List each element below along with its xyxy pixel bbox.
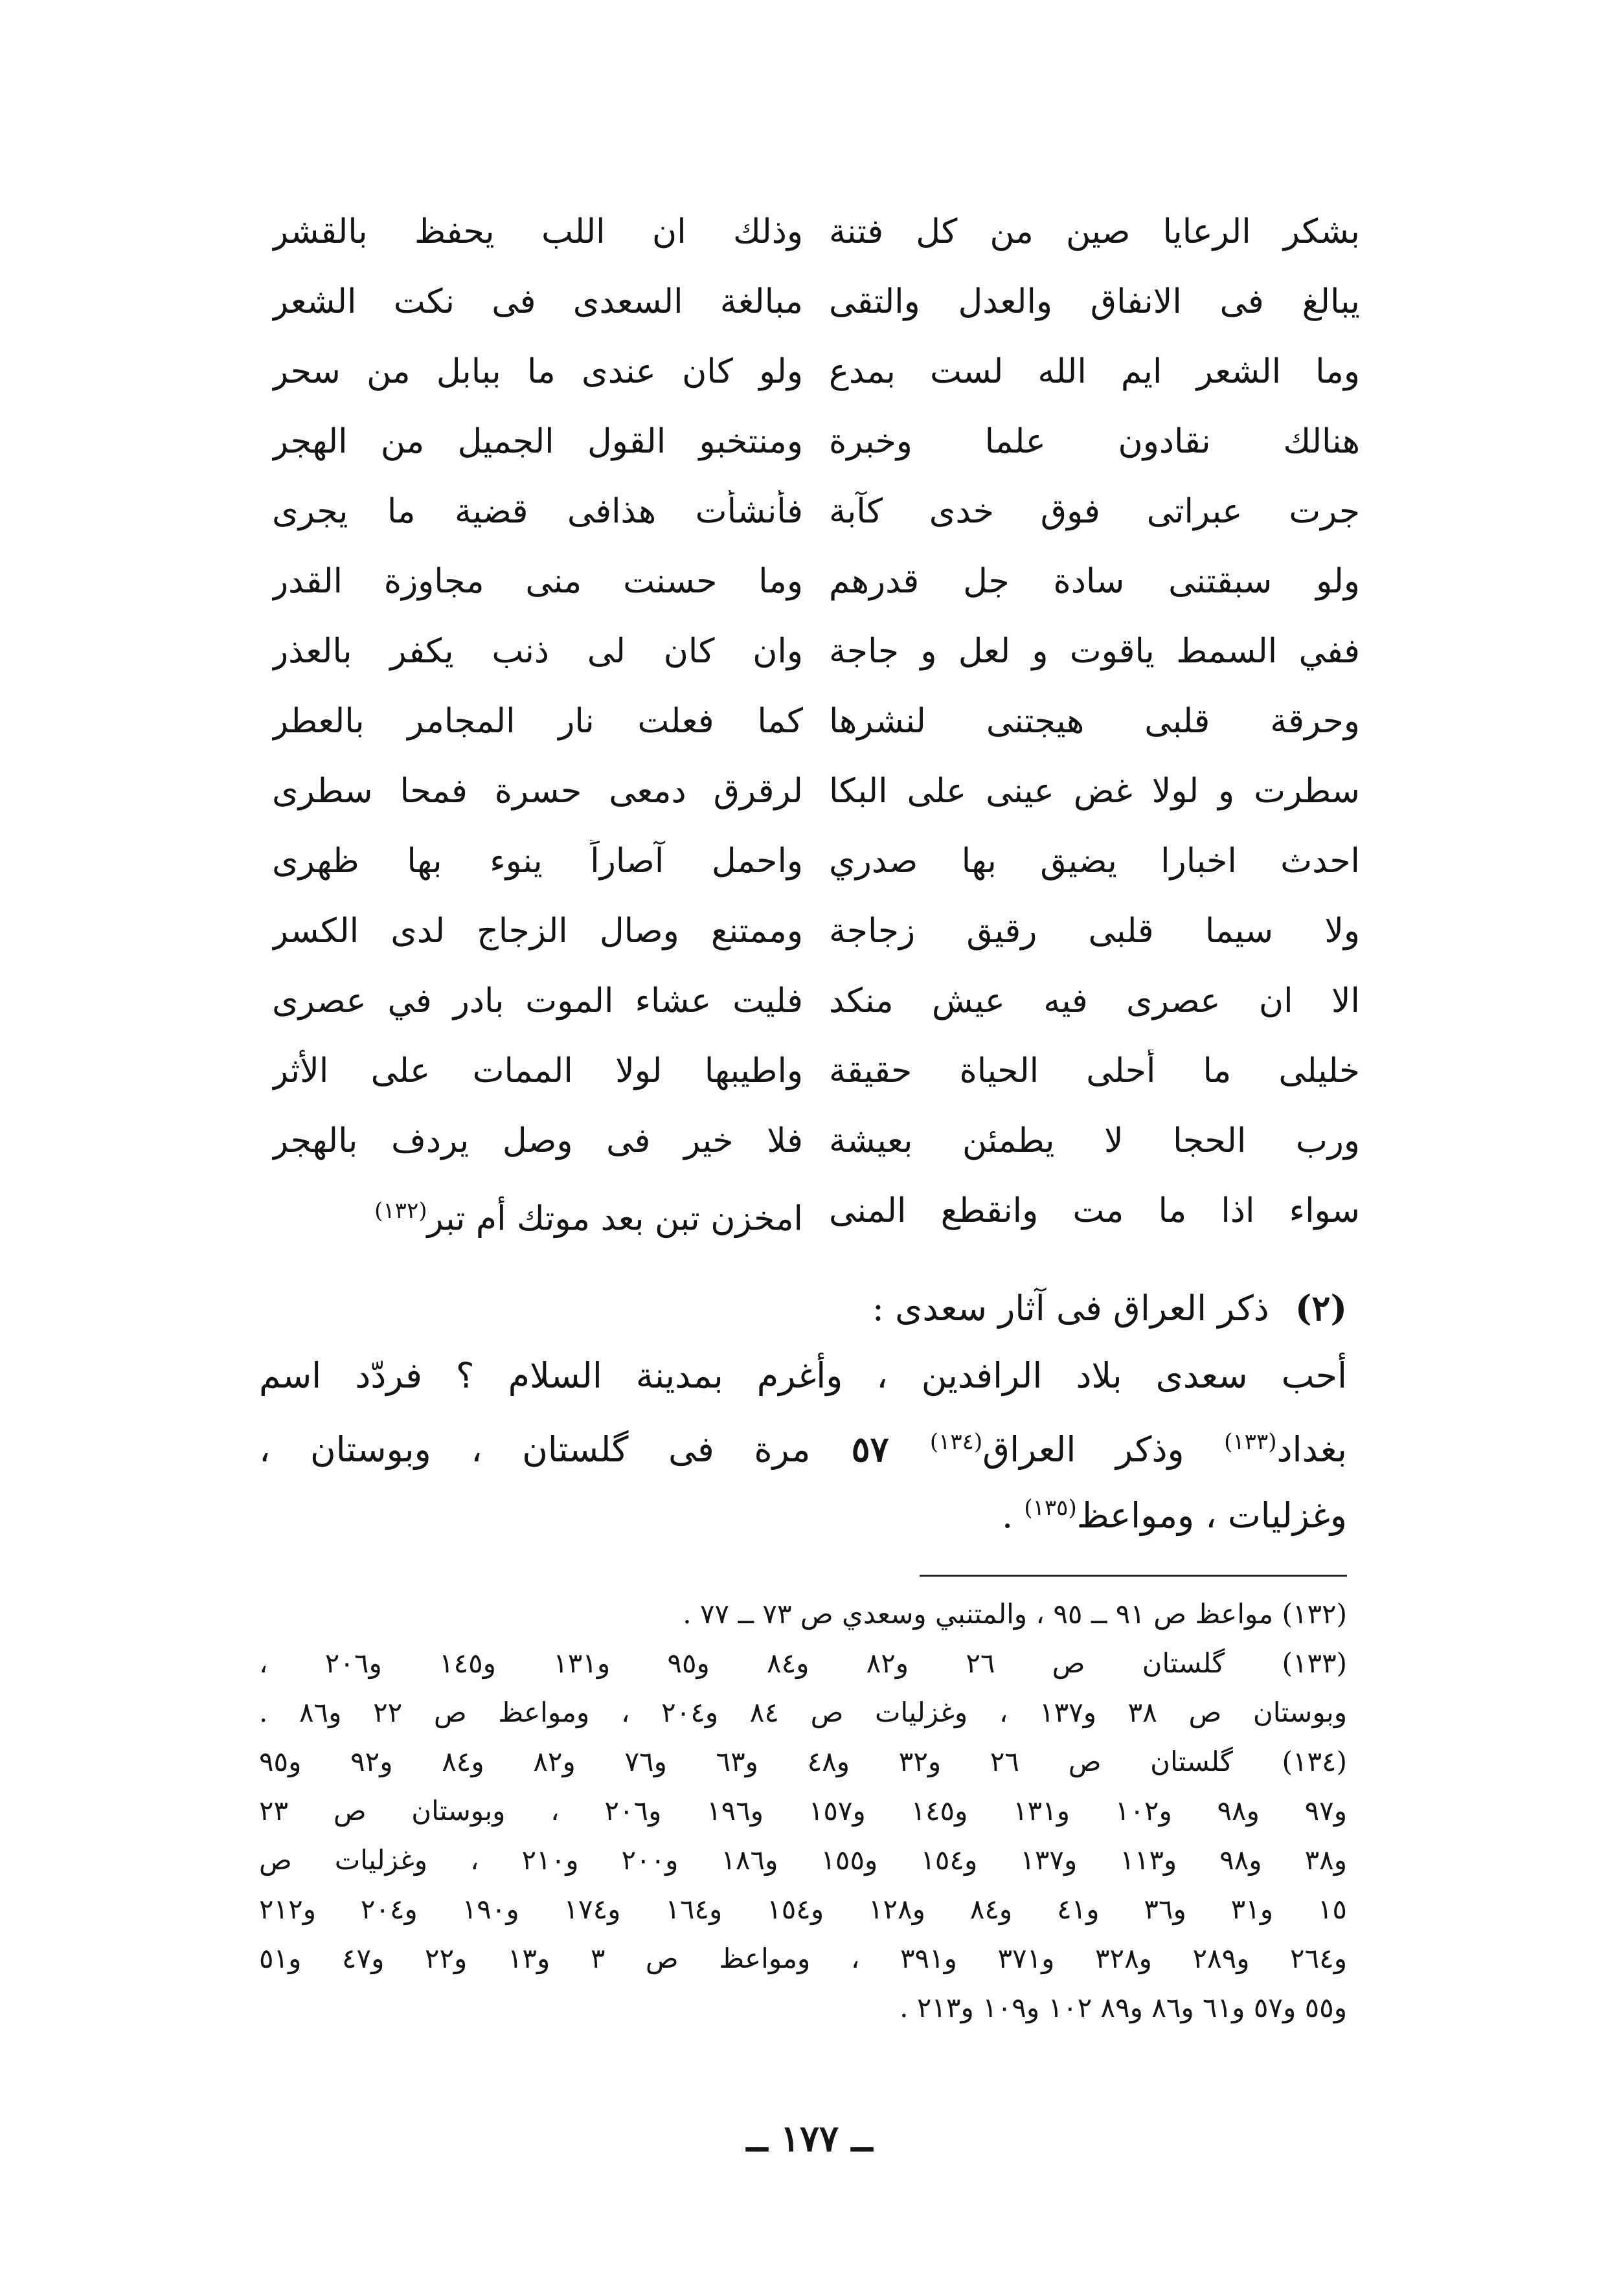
page-number: ــ ١٧٧ ــ <box>746 2117 873 2160</box>
footnote-line-2: (١٣٣) گلستان ص ٢٦ و٨٢ و٨٤ و٩٥ و١٣١ و١٤٥ و٢٠٦ ، <box>259 1647 1347 1679</box>
verse-right-13: خليلى ما أحلى الحياة حقيقة <box>829 1052 1360 1090</box>
paragraph-line-2-part-c: مرة فى گلستان ، وبوستان ، <box>259 1429 811 1470</box>
verse-left-12: فليت عشاء الموت بادر في عصرى <box>272 982 803 1020</box>
poem-right-column <box>829 210 1360 1253</box>
verse-left-10: واحمل آصاراً ينوء بها ظهرى <box>272 842 803 881</box>
paragraph-line-2-part-a: بغداد <box>1276 1429 1347 1470</box>
verse-left-1: وذلك ان اللب يحفظ بالقشر <box>272 212 803 251</box>
footnote-line-6: و٣٨ و٩٨ و١١٣ و١٣٧ و١٥٤ و١٥٥ و١٨٦ و٢٠٠ و٢١٠ ، وغزليات ص <box>259 1844 1347 1876</box>
paragraph-line-3-part-b: . <box>1002 1495 1025 1536</box>
section-title: ذكر العراق فى آثار سعدى : <box>872 1288 1269 1329</box>
footnote-line-4: (١٣٤) گلستان ص ٢٦ و٣٢ و٤٨ و٦٣ و٧٦ و٨٢ و٨٤ و٩٢ و٩٥ <box>259 1746 1347 1777</box>
footnote-ref-132: (١٣٢) <box>374 1198 427 1224</box>
verse-left-11: وممتنع وصال الزجاج لدى الكسر <box>272 912 803 951</box>
verse-right-15: سواء اذا ما مت وانقطع المنى <box>829 1191 1360 1230</box>
verse-right-14: ورب الحجا لا يطمئن بعيشة <box>829 1121 1360 1160</box>
mention-count: ٥٧ <box>810 1428 930 1470</box>
paragraph-line-2 <box>259 1413 1347 1479</box>
paragraph-line-3-part-a: وغزليات ، ومواعظ <box>1076 1495 1347 1536</box>
footnote-line-7: ١٥ و٣١ و٣٦ و٤١ و٨٤ و١٢٨ و١٥٤ و١٦٤ و١٧٤ و١٩٠ و٢٠٤ و٢١٢ <box>259 1893 1347 1925</box>
verse-left-9: لرقرق دمعى حسرة فمحا سطرى <box>272 772 803 811</box>
footnote-line-9: و٥٥ و٥٧ و٦١ و٨٦ و٨٩ ١٠٢ و١٠٩ و٢١٣ . <box>900 1992 1347 2023</box>
verse-left-8: كما فعلت نار المجامر بالعطر <box>272 702 803 741</box>
verse-left-7: وان كان لى ذنب يكفر بالعذر <box>272 632 803 671</box>
verse-right-4: هنالك نقادون علما وخبرة <box>829 422 1360 461</box>
verse-right-1: بشكر الرعايا صين من كل فتنة <box>829 212 1360 251</box>
footnote-ref-134: (١٣٤) <box>929 1429 983 1455</box>
footnote-line-3: وبوستان ص ٣٨ و١٣٧ ، وغزليات ص ٨٤ و٢٠٤ ، ومواعظ ص ٢٢ و٨٦ . <box>259 1696 1347 1728</box>
verse-left-15 <box>272 1189 803 1253</box>
footnote-divider <box>920 1575 1347 1577</box>
verse-right-10: احدث اخبارا يضيق بها صدري <box>829 842 1360 881</box>
verse-left-13: واطيبها لولا الممات على الأثر <box>272 1052 803 1090</box>
body-paragraph <box>259 1347 1347 1545</box>
poem-block <box>272 210 1360 1253</box>
verse-left-6: وما حسنت منى مجاوزة القدر <box>272 562 803 601</box>
verse-right-11: ولا سيما قلبى رقيق زجاجة <box>829 912 1360 951</box>
footnotes-block <box>259 1593 1347 2036</box>
verse-left-5: فأنشأت هذافى قضية ما يجرى <box>272 492 803 531</box>
verse-left-15-text: امخزن تبن بعد موتك أم تبر <box>427 1199 803 1239</box>
verse-right-9: سطرت و لولا غض عينى على البكا <box>829 772 1360 811</box>
paragraph-line-1: أحب سعدى بلاد الرافدين ، وأغرم بمدينة السلام ؟ فردّد اسم <box>259 1355 1347 1396</box>
footnote-line-8: و٢٦٤ و٢٨٩ و٣٢٨ و٣٧١ و٣٩١ ، ومواعظ ص ٣ و١٣ و٢٢ و٤٧ و٥١ <box>259 1942 1347 1974</box>
section-heading <box>259 1285 1347 1331</box>
verse-right-7: ففي السمط ياقوت و لعل و جاجة <box>829 632 1360 671</box>
paragraph-line-3 <box>259 1479 1347 1545</box>
footnote-ref-133: (١٣٣) <box>1224 1429 1277 1455</box>
verse-left-14: فلا خير فى وصل يردف بالهجر <box>272 1121 803 1160</box>
verse-right-8: وحرقة قلبى هيجتنى لنشرها <box>829 702 1360 741</box>
verse-right-6: ولو سبقتنى سادة جل قدرهم <box>829 562 1360 601</box>
footnote-line-1: (١٣٢) مواعظ ص ٩١ ــ ٩٥ ، والمتنبي وسعدي ص ٧٣ ــ ٧٧ . <box>683 1598 1347 1630</box>
verse-right-5: جرت عبراتى فوق خدى كآبة <box>829 492 1360 531</box>
verse-right-3: وما الشعر ايم الله لست بمدع <box>829 352 1360 391</box>
verse-left-4: ومنتخبو القول الجميل من الهجر <box>272 422 803 461</box>
verse-left-2: مبالغة السعدى فى نكت الشعر <box>272 282 803 321</box>
verse-left-3: ولو كان عندى ما ببابل من سحر <box>272 352 803 391</box>
verse-right-2: يبالغ فى الانفاق والعدل والتقى <box>829 282 1360 321</box>
paragraph-line-2-part-b: وذكر العراق <box>982 1429 1225 1470</box>
poem-left-column <box>272 210 803 1253</box>
footnote-line-5: و٩٧ و٩٨ و١٠٢ و١٣١ و١٤٥ و١٥٧ و١٩٦ و٢٠٦ ، وبوستان ص ٢٣ <box>259 1795 1347 1827</box>
verse-right-12: الا ان عصرى فيه عيش منكد <box>829 982 1360 1020</box>
section-number: (٢) <box>1295 1287 1347 1329</box>
footnote-ref-135: (١٣٥) <box>1024 1495 1077 1521</box>
